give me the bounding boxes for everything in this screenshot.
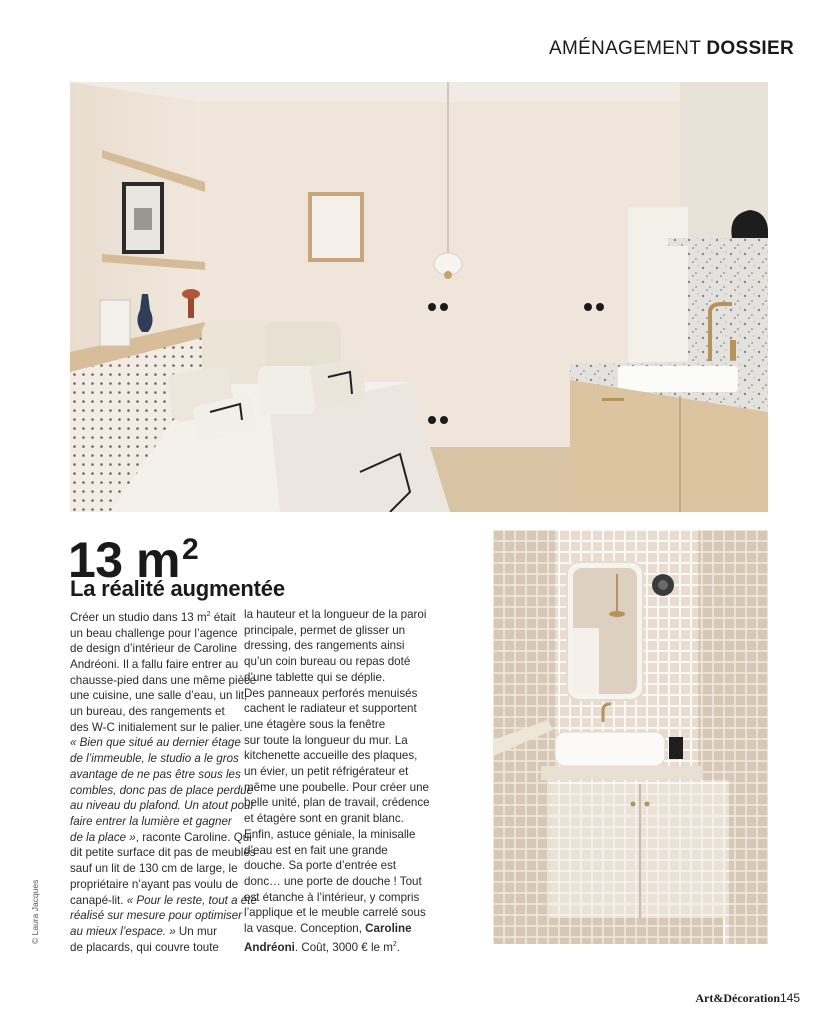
article-subtitle: La réalité augmentée — [70, 576, 285, 601]
body-line: de placards, qui couvre toute — [70, 940, 219, 954]
body-line: propriétaire n’ayant pas voulu de — [70, 877, 239, 891]
body-line: qu’un coin bureau ou repas doté — [244, 655, 411, 669]
title-superscript: 2 — [181, 533, 199, 566]
body-line: dit petite surface dit pas de meubles — [70, 846, 256, 860]
body-line: combles, donc pas de place perdue — [70, 783, 254, 797]
body-line: principale, permet de glisser un — [244, 623, 406, 637]
photo-credit: © Laura Jacques — [30, 879, 40, 944]
body-line: d’eau est en fait une grande — [244, 843, 388, 857]
body-column-1 — [70, 607, 257, 955]
bathroom-photo — [493, 530, 768, 944]
body-line: une étagère sous la fenêtre — [244, 717, 386, 731]
body-line: des W-C initialement sur le palier. — [70, 720, 243, 734]
body-line: Des panneaux perforés menuisés — [244, 686, 418, 700]
title-number: 13 m — [68, 532, 180, 588]
body-line: kitchenette accueille des plaques, — [244, 749, 418, 763]
body-line: Andréoni. Coût, 3000 € le $m^2$. — [244, 940, 400, 954]
body-line: cachent le radiateur et supportent — [244, 702, 417, 716]
body-line: sauf un lit de 130 cm de large, le — [70, 862, 238, 876]
body-line: de la place », raconte Caroline. Qui — [70, 830, 252, 844]
magazine-brand: Art&Décoration — [695, 991, 780, 1005]
body-line: Créer un studio dans 13 $m^2$ était — [70, 610, 236, 624]
section-category: DOSSIER — [706, 38, 794, 59]
body-line: donc… une porte de douche ! Tout — [244, 874, 422, 888]
body-line: réalisé sur mesure pour optimiser — [70, 909, 243, 923]
section-name: AMÉNAGEMENT — [548, 38, 701, 59]
body-line: un évier, un petit réfrigérateur et — [244, 765, 409, 779]
body-line: de l’immeuble, le studio a le gros — [70, 752, 239, 766]
body-line: sur toute la longueur du mur. La — [244, 733, 408, 747]
body-line: douche. Sa porte d’entrée est — [244, 859, 397, 873]
studio-photo — [70, 82, 768, 512]
body-line: au mieux l’espace. » Un mur — [70, 924, 217, 938]
body-line: Enfin, astuce géniale, la minisalle — [244, 827, 416, 841]
body-line: Andréoni. Il a fallu faire entrer au — [70, 657, 239, 671]
body-line: l’applique et le meuble carrelé sous — [244, 906, 426, 920]
section-header — [549, 38, 794, 60]
body-line: un bureau, des rangements et — [70, 705, 225, 719]
body-line: avantage de ne pas être sous les — [70, 767, 241, 781]
body-line: un beau challenge pour l’agence — [70, 626, 238, 640]
body-line: au niveau du plafond. Un atout pour — [70, 799, 255, 813]
body-line: et étagère sont en granit blanc. — [244, 812, 404, 826]
body-line: « Bien que situé au dernier étage — [70, 736, 241, 750]
body-line: dressing, des rangements ainsi — [244, 639, 405, 653]
body-line: même une poubelle. Pour créer une — [244, 780, 429, 794]
body-column-2 — [244, 607, 430, 955]
body-line: chausse-pied dans une même pièce — [70, 673, 257, 687]
body-line: une cuisine, une salle d’eau, un lit, — [70, 689, 248, 703]
body-line: belle unité, plan de travail, crédence — [244, 796, 430, 810]
body-line: la vasque. Conception, Caroline — [244, 922, 412, 936]
body-line: est étanche à l’intérieur, y compris — [244, 890, 420, 904]
body-line: faire entrer la lumière et gagner — [70, 815, 232, 828]
body-line: la hauteur et la longueur de la paroi — [244, 608, 427, 621]
page-number: 145 — [779, 991, 800, 1005]
body-line: canapé-lit. « Pour le reste, tout a été — [70, 893, 257, 907]
body-line: d’une tablette qui se déplie. — [244, 670, 386, 684]
body-line: de design d’intérieur de Caroline — [70, 642, 237, 656]
